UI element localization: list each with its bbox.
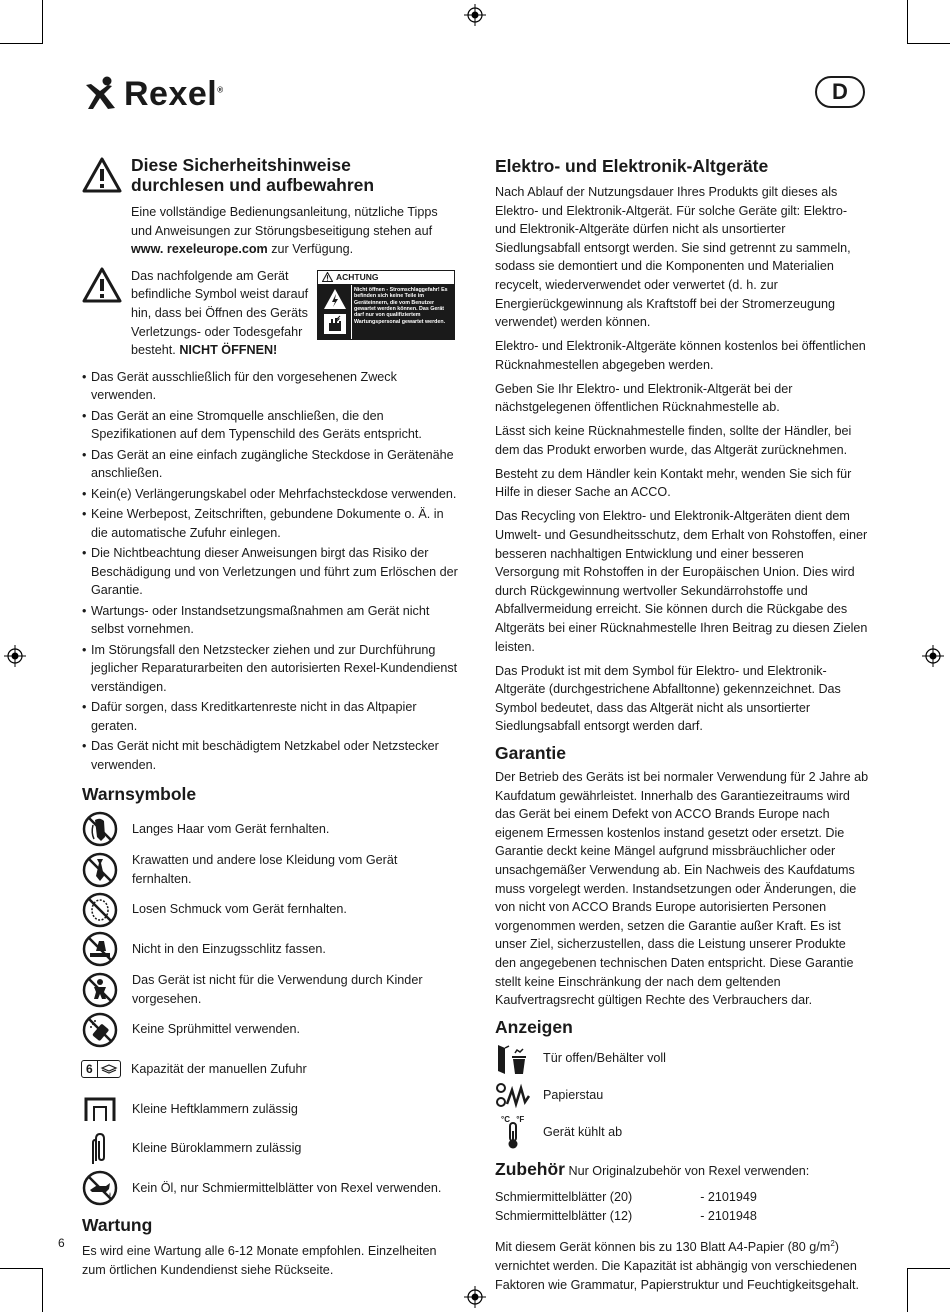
brand-name: Rexel® xyxy=(124,74,224,113)
garantie-text: Der Betrieb des Geräts ist bei normaler Verwendung für 2 Jahre ab Kaufdatum gewährleistet. Innerhalb des Garantiezeitraums wird das Gerät bei einem Defekt von ACCO Brands Europe nach eigenem Ermessen kostenlos instand gesetzt oder ersetzt. Die Garantie deckt keine Mängel aufgrund missbräuchlicher oder unsachgemäßer Verwendung ab. Ein Nachweis des Kaufdatums muss vorgelegt werden. Instandsetzungen oder Änderungen, die von nicht von ACCO Brands Europe autorisierten Personen vorgenommen werden, setzen die Garantie außer Kraft. Es ist unser Ziel, sicherzustellen, dass die Leistung unserer Produkte den angegebenen technischen Daten entspricht. Diese Garantie stellt keine Einschränkung der nach dem geltenden Kaufvertragsrecht gültigen Rechte des Verbrauchers dar. xyxy=(495,769,869,1008)
crop-mark xyxy=(907,0,908,44)
registration-mark-icon xyxy=(464,1286,486,1308)
no-children-icon xyxy=(82,972,118,1008)
warning-triangle-icon xyxy=(82,267,122,303)
symbol-text: Kleine Büroklammern zulässig xyxy=(132,1141,302,1156)
no-spray-icon xyxy=(82,1012,118,1048)
zubehoer-subtitle: Nur Originalzubehör von Rexel verwenden: xyxy=(568,1163,810,1178)
wartung-text: Es wird eine Wartung alle 6-12 Monate empfohlen. Einzelheiten zum örtlichen Kundendienst siehe Rückseite. xyxy=(82,1244,437,1277)
weee-paragraph: Das Produkt ist mit dem Symbol für Elektro- und Elektronik-Altgeräte (durchgestrichene Abfalltonne) gekennzeichnet. Das Symbol bedeutet, dass das Altgerät nicht als unsortierter Siedlungsabfall entsorgt werden darf. xyxy=(495,663,841,734)
safety-title: Diese Sicherheitshinweise durchlesen und aufbewahren xyxy=(131,155,375,195)
list-item: • Kein(e) Verlängerungskabel oder Mehrfachsteckdose verwenden. xyxy=(82,485,460,504)
no-long-hair-icon xyxy=(82,811,118,847)
symbol-row xyxy=(82,811,460,847)
paper-jam-icon xyxy=(495,1080,531,1112)
rexel-figure-icon xyxy=(82,75,120,113)
list-item: • Das Gerät nicht mit beschädigtem Netzkabel oder Netzstecker verwenden. xyxy=(82,737,460,774)
crop-mark xyxy=(907,1268,908,1312)
symbol-row xyxy=(82,892,460,928)
accessory-code: - 2101949 xyxy=(700,1190,757,1205)
weee-paragraph: Nach Ablauf der Nutzungsdauer Ihres Produkts gilt dieses als Elektro- und Elektronik-Altgerät. Für solche Geräte gilt: Elektro- und Elektronik-Altgeräte dürfen nicht als unsortierter Siedlungsabfall entsorgt werden. Sie sind getrennt zu sammeln, sodass sie demontiert und die Komponenten und Materialien recycelt, wiederverwendet oder verwertet (d. h. zur Energierückgewinnung als Kraftstoff bei der Stromerzeugung verwendet) werden können. xyxy=(495,185,851,330)
registration-mark-icon xyxy=(922,645,944,667)
notice-text: Das nachfolgende am Gerät befindliche Symbol weist darauf hin, dass bei Öffnen des Geräts Verletzungs- oder Todesgefahr besteht. NICHT ÖFFNEN! xyxy=(131,268,309,358)
accessory-code: - 2101948 xyxy=(700,1208,757,1223)
no-tie-icon xyxy=(82,852,118,888)
section-title-wartung: Wartung xyxy=(82,1215,153,1236)
symbol-row xyxy=(82,1170,460,1206)
rexel-logo xyxy=(82,74,224,114)
indicator-row xyxy=(495,1079,870,1113)
accessory-table xyxy=(495,1188,757,1225)
indicator-text: Tür offen/Behälter voll xyxy=(543,1051,666,1066)
section-title-warnsymbole: Warnsymbole xyxy=(82,784,197,805)
registration-mark-icon xyxy=(464,4,486,26)
symbol-text: Das Gerät ist nicht für die Verwendung durch Kinder vorgesehen. xyxy=(132,972,423,1006)
symbol-text: Nicht in den Einzugsschlitz fassen. xyxy=(132,942,326,957)
symbol-text: Keine Sprühmittel verwenden. xyxy=(132,1022,301,1037)
symbol-text: Langes Haar vom Gerät fernhalten. xyxy=(132,822,330,837)
staple-icon xyxy=(82,1091,118,1127)
section-title-garantie: Garantie xyxy=(495,742,566,763)
language-badge: D xyxy=(815,76,865,108)
accessory-name: Schmiermittelblätter (12) xyxy=(495,1208,633,1223)
safety-heading xyxy=(82,155,460,195)
warning-triangle-icon xyxy=(322,272,333,282)
paper-stack-icon xyxy=(100,1062,118,1076)
symbol-row xyxy=(81,1051,460,1087)
symbol-text: Krawatten und andere lose Kleidung vom Gerät fernhalten. xyxy=(132,852,398,886)
warning-label xyxy=(317,270,455,340)
no-oil-icon xyxy=(82,1170,118,1206)
list-item: • Das Gerät an eine einfach zugängliche Steckdose in Gerätenähe anschließen. xyxy=(82,446,460,483)
capacity-text: Mit diesem Gerät können bis zu 130 Blatt A4-Papier (80 $g/m^2$) vernichtet werden. Die Kapazität ist abhängig von verschiedenen Faktoren wie Grammatur, Papierstruktur und Feuchtigkeitsgehalt. xyxy=(495,1239,859,1292)
table-row xyxy=(495,1207,757,1226)
symbol-row xyxy=(82,1131,460,1167)
indicator-text: Papierstau xyxy=(543,1088,604,1103)
weee-paragraph: Lässt sich keine Rücknahmestelle finden, sollte der Händler, bei dem das Produkt erworben wurde, das Altgerät zurücknehmen. xyxy=(495,424,852,457)
website-link[interactable]: www. rexeleurope.com xyxy=(131,242,268,257)
table-row xyxy=(495,1188,757,1207)
weee-paragraph: Elektro- und Elektronik-Altgeräte können kostenlos bei öffentlichen Rücknahmestellen abgegeben werden. xyxy=(495,339,866,372)
hand-in-slot-icon xyxy=(82,931,118,967)
list-item: • Im Störungsfall den Netzstecker ziehen und zur Durchführung jeglicher Reparaturarbeiten den autorisierten Rexel-Kundendienst verständigen. xyxy=(82,641,460,697)
symbol-text: Kapazität der manuellen Zufuhr xyxy=(131,1062,307,1077)
indicator-row xyxy=(495,1116,870,1150)
accessory-name: Schmiermittelblätter (20) xyxy=(495,1190,633,1205)
capacity-value: 6 xyxy=(82,1061,98,1077)
left-column xyxy=(82,155,460,1279)
crop-mark xyxy=(908,43,950,44)
symbol-text: Losen Schmuck vom Gerät fernhalten. xyxy=(132,902,347,917)
safety-intro: Eine vollständige Bedienungsanleitung, nützliche Tipps und Anweisungen zur Störungsbeseitigung stehen auf www. rexeleurope.com zur Verfügung. xyxy=(131,205,438,257)
warning-triangle-icon xyxy=(82,157,122,193)
right-column xyxy=(495,155,870,1294)
safety-bullet-list xyxy=(82,368,460,775)
electric-shock-icon xyxy=(323,288,347,310)
warning-label-header: ACHTUNG xyxy=(318,271,454,285)
crop-mark xyxy=(42,1268,43,1312)
section-title-weee: Elektro- und Elektronik-Altgeräte xyxy=(495,156,769,176)
crop-mark xyxy=(0,43,42,44)
indicator-row xyxy=(495,1042,870,1076)
symbol-row xyxy=(82,971,460,1008)
weee-paragraph: Besteht zu dem Händler kein Kontakt mehr, wenden Sie sich für Hilfe in dieser Sache an ACCO. xyxy=(495,466,852,500)
crop-mark xyxy=(908,1268,950,1269)
symbol-row xyxy=(82,1091,460,1127)
list-item: • Dafür sorgen, dass Kreditkartenreste nicht in das Altpapier geraten. xyxy=(82,698,460,735)
door-open-bin-full-icon xyxy=(495,1043,531,1075)
list-item: • Das Gerät an eine Stromquelle anschließen, die den Spezifikationen auf dem Typenschild des Geräts entspricht. xyxy=(82,407,460,444)
symbol-row xyxy=(82,931,460,967)
section-title-zubehoer: Zubehör xyxy=(495,1158,565,1179)
zubehoer-heading xyxy=(495,1160,870,1181)
symbol-text: Kein Öl, nur Schmiermittelblätter von Rexel verwenden. xyxy=(132,1180,442,1195)
symbol-row xyxy=(82,1012,460,1048)
capacity-badge xyxy=(81,1060,121,1078)
paperclip-icon xyxy=(82,1131,118,1167)
symbol-row xyxy=(82,851,460,888)
weee-paragraph: Das Recycling von Elektro- und Elektronik-Altgeräten dient dem Umwelt- und Gesundheitsschutz, dem Erhalt von Rohstoffen, einer besseren nachhaltigen Entwicklung und einer besseren Versorgung mit Rohstoffen in der Europäischen Union. Dies wird durch Rückgewinnung wertvoller Sekundärrohstoffe und Abfallvermeidung erreicht. Sie können durch die Rückgabe des Altgeräts bei einer Rücknahmestelle Ihren Beitrag zu diesen Zielen leisten. xyxy=(495,509,868,654)
hazard-notice xyxy=(82,267,460,360)
weee-paragraph: Geben Sie Ihr Elektro- und Elektronik-Altgerät bei der nächstgelegenen öffentlichen Rücknahmestelle ab. xyxy=(495,381,793,415)
no-jewellery-icon xyxy=(82,892,118,928)
section-title-anzeigen: Anzeigen xyxy=(495,1016,573,1037)
registration-mark-icon xyxy=(4,645,26,667)
page-number: 6 xyxy=(58,1236,65,1250)
list-item: • Die Nichtbeachtung dieser Anweisungen birgt das Risiko der Beschädigung und von Verletzungen und führt zum Erlöschen der Garantie. xyxy=(82,544,460,600)
list-item: • Wartungs- oder Instandsetzungsmaßnahmen am Gerät nicht selbst vornehmen. xyxy=(82,602,460,639)
crop-mark xyxy=(42,0,43,44)
symbol-text: Kleine Heftklammern zulässig xyxy=(132,1101,298,1116)
list-item: • Das Gerät ausschließlich für den vorgesehenen Zweck verwenden. xyxy=(82,368,460,405)
list-item: • Keine Werbepost, Zeitschriften, gebundene Dokumente o. Ä. in die automatische Zufuhr einlegen. xyxy=(82,505,460,542)
indicator-text: Gerät kühlt ab xyxy=(543,1125,623,1140)
crop-mark xyxy=(0,1268,42,1269)
warning-label-text: Nicht öffnen - Stromschlaggefahr! Es befinden sich keine Teile im Geräteinnern, die vom Benutzer gewartet werden können. Das Gerät darf nur von qualifiziertem Wartungspersonal gewartet werden. xyxy=(351,285,454,339)
temperature-unit-label: °C °F xyxy=(501,1114,525,1124)
warning-symbol-list xyxy=(82,811,460,1206)
hand-shock-icon xyxy=(323,313,347,335)
